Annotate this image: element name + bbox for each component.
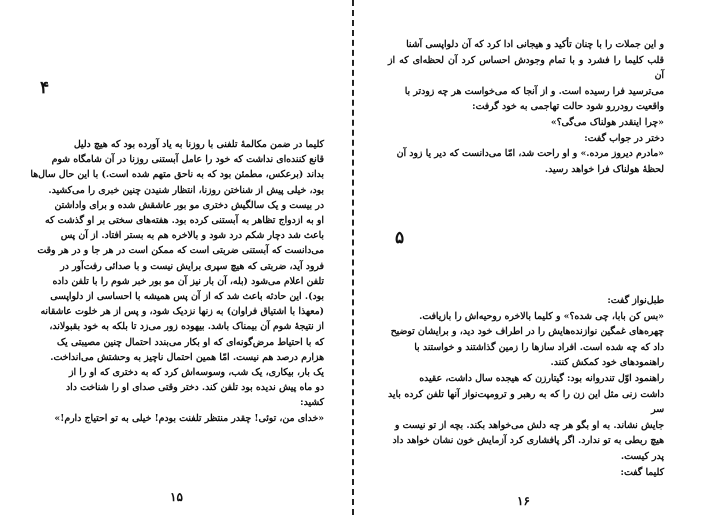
- text-line: می‌دانست که آبستنی ضربتی است که ممکن است در هر جا و در هر وقت: [37, 245, 324, 257]
- text-line: بود). این حادثه باعث شد که از آن پس همیشه با احساسی از دلواپسی: [50, 291, 324, 303]
- chapter-number: ۴: [40, 78, 50, 98]
- text-line: «بس کن بابا، چی شده؟» و کلیما بالاخره روحیه‌اش را بازیافت.: [419, 310, 664, 322]
- text-line: فرود آید، ضربتی که هیچ سپری برایش نیست و با صدائی رفت‌آور در: [60, 260, 324, 272]
- text-line: «خدای من، توئی! چقدر منتظر تلفنت بودم! خیلی به تو احتیاج دارم!»: [54, 412, 324, 424]
- text-line: لحظهٔ هولناک فرا خواهد رسید.: [544, 163, 664, 175]
- text-line: جایش نشاند. به او بگو هر چه دلش می‌خواهد بکند. بچه از تو نیست و: [394, 419, 664, 431]
- text-line: داد که چه شده است. افراد سازها را زمین گذاشتند و خواستند با: [414, 341, 664, 353]
- text-line: که با احتیاط مرض‌گونه‌ای که او بکار می‌بندد احتمال چنین مصیبتی یک: [56, 336, 324, 348]
- chapter-number: ۵: [395, 228, 405, 248]
- text-line: بداند (برعکس، مطمئن بود که به ناحق متهم شده است.) با این حال سال‌ها: [30, 169, 324, 181]
- text-line: کلیما گفت:: [620, 466, 664, 478]
- text-line: «مادرم دیروز مرده.» و او راحت شد، امّا می‌دانست که دیر یا زود آن: [396, 148, 664, 160]
- text-line: داشت زنی مثل این زن را که به رهبر و ترومپت‌نواز آنها تلفن کرده باید سر: [388, 388, 664, 416]
- text-line: طبل‌نواز گفت:: [607, 295, 664, 306]
- text-line: «چرا اینقدر هولناک می‌گی؟»: [550, 116, 664, 128]
- text-line: دختر در جواب گفت:: [584, 132, 664, 144]
- text-line: باعث شد دچار شکم درد شود و بالاخره هم به بستر افتاد. از آن پس: [60, 230, 324, 242]
- text-line: کلیما در ضمن مکالمهٔ تلفنی با روزنا به یاد آورده بود که هیچ دلیل: [73, 139, 324, 150]
- right-page: [352, 0, 704, 515]
- text-line: هیچ ربطی به تو ندارد. اگر پافشاری کرد آزمایش خون نشان خواهد داد: [392, 435, 664, 447]
- page-number: ۱۵: [170, 490, 183, 504]
- text-line: دو ماه پیش ندیده بود تلفن کند. دختر وقتی صدای او را شناخت داد: [65, 382, 324, 394]
- text-line: در بیست و یک سالگیش دختری مو بور عاشقش شده و برای واداشتن: [54, 199, 324, 211]
- text-line: یک بار، بیکاری، یک شب، وسوسه‌اش کرد که به دختری که او را از: [68, 367, 324, 379]
- text-line: بود، خیلی پیش از شناختن روزنا، انتظار شنیدن چنین خبری را می‌کشید.: [48, 184, 324, 196]
- body-text: [24, 137, 324, 426]
- text-line: واقعیت رودررو شود حالت تهاجمی به خود گرفت:: [472, 101, 664, 113]
- text-line: راهنمودهای خود کمکش کنند.: [550, 357, 664, 369]
- text-line: چهره‌های غمگین نوازنده‌هایش را در اطراف خود دید، و برایشان توضیح: [390, 326, 664, 338]
- text-line: می‌ترسید فرا رسیده است. و از آنجا که می‌خواست هر چه زودتر با: [404, 85, 664, 97]
- page-number: ۱۶: [517, 494, 530, 508]
- text-line: از نتیجهٔ شوم آن بیمناک باشد. بیهوده زور می‌زد تا بلکه به خود بقبولاند،: [49, 321, 324, 333]
- text-line: راهنمود اوّل تندروانه بود: گیتارزن که هیجده سال داشت، عقیده: [419, 372, 664, 384]
- text-line: هزارم درصد هم نیست. امّا همین احتمال ناچیز به وحشتش می‌انداخت.: [50, 351, 324, 363]
- text-line: او به ازدواج تظاهر به آبستنی کرده بود. هفته‌های سختی بر او گذشت که: [45, 215, 324, 227]
- text-line: کشید:: [300, 397, 324, 409]
- text-line: و این جملات را با چنان تأکید و هیجانی ادا کرد که آن دلواپسی آشنا: [406, 39, 664, 50]
- text-line: پدر کیست.: [620, 450, 664, 462]
- body-text-bottom: [388, 293, 664, 480]
- text-line: قانع کننده‌ای نداشت که خود را عامل آبستنی روزنا در آن شامگاه شوم: [51, 154, 324, 166]
- text-line: قلب کلیما را فشرد و با تمام وجودش احساس کرد آن لحظه‌ای که از آن: [388, 54, 664, 82]
- body-text-top: [388, 37, 664, 177]
- text-line: تلفن اعلام می‌شود (بله، آن بار نیز آن مو بور خبر شوم را با تلفن داده: [52, 275, 324, 287]
- text-line: (معهذا با اشتیاق فراوان) به زنها نزدیک شود، و پس از هر خلوت عاشقانه: [40, 306, 324, 318]
